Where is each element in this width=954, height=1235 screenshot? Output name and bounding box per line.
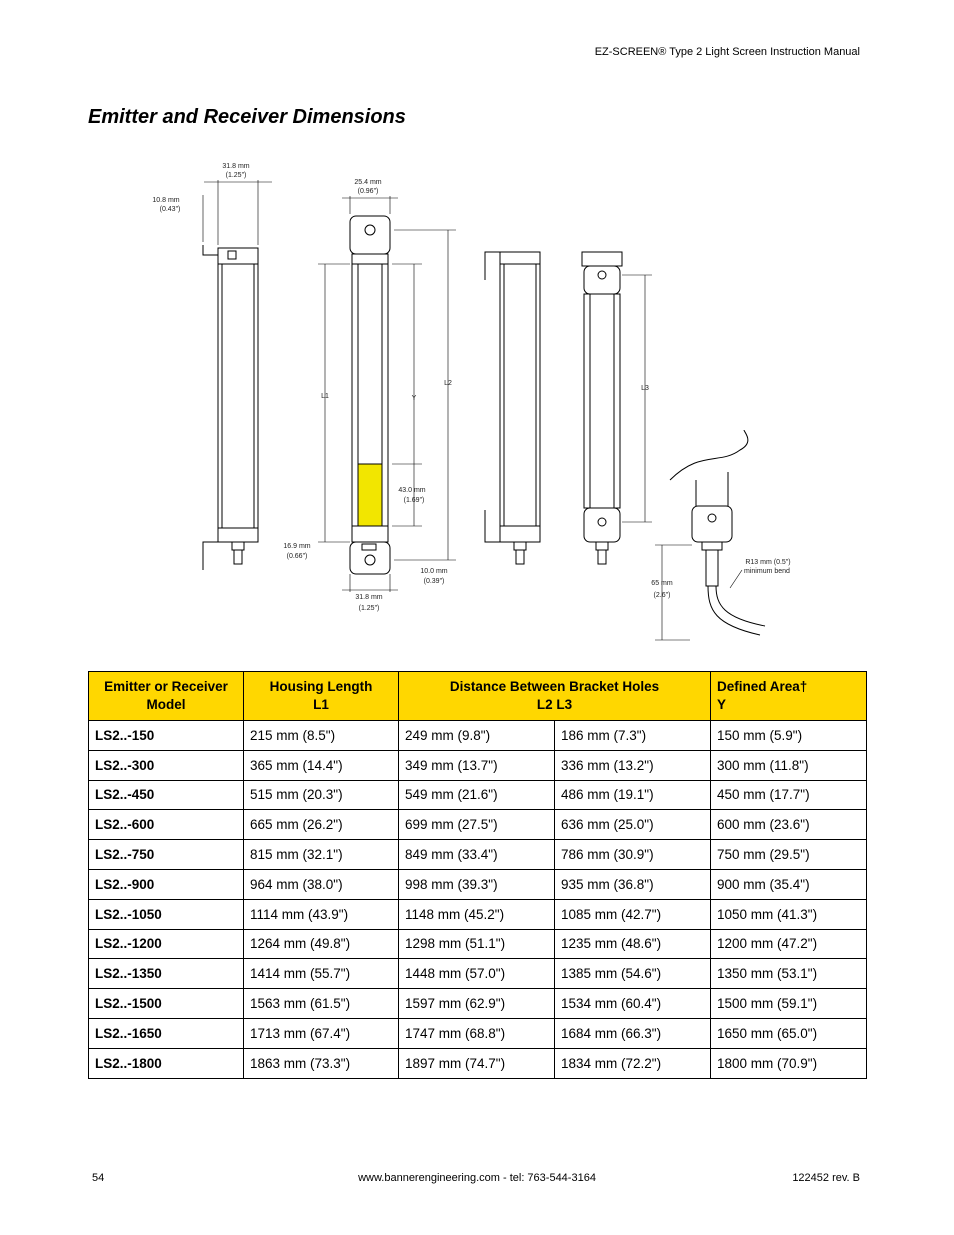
top-width-mm-label: 31.8 mm bbox=[222, 163, 250, 170]
l3-cell: 1684 mm (66.3") bbox=[555, 1018, 711, 1048]
cable-length-in-label: (2.6") bbox=[653, 592, 671, 599]
l2-cell: 1897 mm (74.7") bbox=[399, 1048, 555, 1078]
l2-cell: 1298 mm (51.1") bbox=[399, 929, 555, 959]
model-cell: LS2..-450 bbox=[89, 780, 244, 810]
model-cell: LS2..-1800 bbox=[89, 1048, 244, 1078]
table-row bbox=[89, 899, 867, 929]
l2-cell: 1597 mm (62.9") bbox=[399, 989, 555, 1019]
cable-length-mm-label: 65 mm bbox=[651, 580, 673, 587]
window-offset-mm-label: 43.0 mm bbox=[398, 487, 426, 494]
defined-area-cell: 750 mm (29.5") bbox=[711, 840, 867, 870]
defined-area-cell: 1650 mm (65.0") bbox=[711, 1018, 867, 1048]
table-row bbox=[89, 989, 867, 1019]
table-row bbox=[89, 1018, 867, 1048]
model-cell: LS2..-1050 bbox=[89, 899, 244, 929]
header-model: Emitter or Receiver Model bbox=[89, 672, 244, 721]
table-body bbox=[89, 721, 867, 1079]
side-offset-in-label: (0.43") bbox=[159, 206, 181, 213]
housing-length-cell: 815 mm (32.1") bbox=[244, 840, 399, 870]
defined-area-cell: 900 mm (35.4") bbox=[711, 869, 867, 899]
table-row bbox=[89, 929, 867, 959]
dimension-lines bbox=[203, 180, 742, 640]
defined-area-cell: 300 mm (11.8") bbox=[711, 750, 867, 780]
window-offset-in-label: (1.69") bbox=[403, 497, 425, 504]
bottom-width-mm-label: 31.8 mm bbox=[355, 594, 383, 601]
l2-cell: 849 mm (33.4") bbox=[399, 840, 555, 870]
housing-length-cell: 1264 mm (49.8") bbox=[244, 929, 399, 959]
model-cell: LS2..-750 bbox=[89, 840, 244, 870]
model-cell: LS2..-1200 bbox=[89, 929, 244, 959]
table-row bbox=[89, 780, 867, 810]
table-header-row bbox=[89, 672, 867, 721]
l3-cell: 1385 mm (54.6") bbox=[555, 959, 711, 989]
unit-rear-view bbox=[582, 252, 622, 564]
cable-bend-detail bbox=[670, 430, 765, 635]
side-offset-mm-label: 10.8 mm bbox=[152, 197, 180, 204]
end-offset-mm-label: 10.0 mm bbox=[420, 568, 448, 575]
l2-cell: 249 mm (9.8") bbox=[399, 721, 555, 751]
table-row bbox=[89, 810, 867, 840]
y-label: Y bbox=[411, 395, 417, 402]
model-cell: LS2..-1350 bbox=[89, 959, 244, 989]
l3-cell: 636 mm (25.0") bbox=[555, 810, 711, 840]
housing-length-cell: 215 mm (8.5") bbox=[244, 721, 399, 751]
defined-area-cell: 600 mm (23.6") bbox=[711, 810, 867, 840]
l2-cell: 1747 mm (68.8") bbox=[399, 1018, 555, 1048]
l3-cell: 1534 mm (60.4") bbox=[555, 989, 711, 1019]
unit-side-view-2 bbox=[485, 252, 540, 564]
defined-area-cell: 450 mm (17.7") bbox=[711, 780, 867, 810]
l3-cell: 1085 mm (42.7") bbox=[555, 899, 711, 929]
model-cell: LS2..-900 bbox=[89, 869, 244, 899]
header-housing-length: Housing Length L1 bbox=[244, 672, 399, 721]
bottom-width-in-label: (1.25") bbox=[358, 605, 380, 612]
table-row bbox=[89, 840, 867, 870]
defined-area-highlight bbox=[358, 464, 382, 526]
bracket-width-mm-label: 25.4 mm bbox=[354, 179, 382, 186]
defined-area-cell: 150 mm (5.9") bbox=[711, 721, 867, 751]
l1-label: L1 bbox=[321, 393, 329, 400]
defined-area-cell: 1050 mm (41.3") bbox=[711, 899, 867, 929]
top-width-in-label: (1.25") bbox=[225, 172, 247, 179]
table-row bbox=[89, 1048, 867, 1078]
bottom-offset-mm-label: 16.9 mm bbox=[283, 543, 311, 550]
housing-length-cell: 1863 mm (73.3") bbox=[244, 1048, 399, 1078]
model-cell: LS2..-300 bbox=[89, 750, 244, 780]
l2-cell: 1148 mm (45.2") bbox=[399, 899, 555, 929]
l2-cell: 699 mm (27.5") bbox=[399, 810, 555, 840]
table-row bbox=[89, 721, 867, 751]
housing-length-cell: 1414 mm (55.7") bbox=[244, 959, 399, 989]
l3-cell: 935 mm (36.8") bbox=[555, 869, 711, 899]
l2-cell: 549 mm (21.6") bbox=[399, 780, 555, 810]
l2-label: L2 bbox=[444, 380, 452, 387]
table-row bbox=[89, 959, 867, 989]
l3-cell: 186 mm (7.3") bbox=[555, 721, 711, 751]
defined-area-cell: 1800 mm (70.9") bbox=[711, 1048, 867, 1078]
housing-length-cell: 1114 mm (43.9") bbox=[244, 899, 399, 929]
dimensions-table bbox=[88, 671, 867, 1079]
end-offset-in-label: (0.39") bbox=[423, 578, 445, 585]
model-cell: LS2..-600 bbox=[89, 810, 244, 840]
manual-title: EZ-SCREEN® Type 2 Light Screen Instruction Manual bbox=[594, 46, 860, 58]
l3-cell: 1834 mm (72.2") bbox=[555, 1048, 711, 1078]
defined-area-cell: 1500 mm (59.1") bbox=[711, 989, 867, 1019]
model-cell: LS2..-150 bbox=[89, 721, 244, 751]
l3-cell: 486 mm (19.1") bbox=[555, 780, 711, 810]
model-cell: LS2..-1650 bbox=[89, 1018, 244, 1048]
l3-cell: 1235 mm (48.6") bbox=[555, 929, 711, 959]
l2-cell: 1448 mm (57.0") bbox=[399, 959, 555, 989]
bracket-width-in-label: (0.96") bbox=[357, 188, 379, 195]
section-title: Emitter and Receiver Dimensions bbox=[88, 106, 406, 128]
defined-area-cell: 1200 mm (47.2") bbox=[711, 929, 867, 959]
model-cell: LS2..-1500 bbox=[89, 989, 244, 1019]
doc-number: 122452 rev. B bbox=[792, 1172, 860, 1184]
housing-length-cell: 964 mm (38.0") bbox=[244, 869, 399, 899]
bend-radius-label: R13 mm (0.5") bbox=[745, 559, 791, 566]
l3-cell: 336 mm (13.2") bbox=[555, 750, 711, 780]
housing-length-cell: 1563 mm (61.5") bbox=[244, 989, 399, 1019]
l3-label: L3 bbox=[641, 385, 649, 392]
table-row bbox=[89, 750, 867, 780]
dimension-drawing bbox=[140, 150, 820, 650]
footer-website: www.bannerengineering.com - tel: 763-544-3164 bbox=[358, 1172, 596, 1184]
defined-area-cell: 1350 mm (53.1") bbox=[711, 959, 867, 989]
table-row bbox=[89, 869, 867, 899]
housing-length-cell: 1713 mm (67.4") bbox=[244, 1018, 399, 1048]
l3-cell: 786 mm (30.9") bbox=[555, 840, 711, 870]
housing-length-cell: 365 mm (14.4") bbox=[244, 750, 399, 780]
l2-cell: 349 mm (13.7") bbox=[399, 750, 555, 780]
page-number: 54 bbox=[92, 1172, 105, 1184]
unit-side-view bbox=[203, 245, 258, 570]
header-defined-area: Defined Area† Y bbox=[711, 672, 867, 721]
header-bracket-distance: Distance Between Bracket Holes L2 L3 bbox=[399, 672, 711, 721]
housing-length-cell: 515 mm (20.3") bbox=[244, 780, 399, 810]
housing-length-cell: 665 mm (26.2") bbox=[244, 810, 399, 840]
l2-cell: 998 mm (39.3") bbox=[399, 869, 555, 899]
bend-radius-note: minimum bend bbox=[744, 568, 790, 575]
bottom-offset-in-label: (0.66") bbox=[286, 553, 308, 560]
